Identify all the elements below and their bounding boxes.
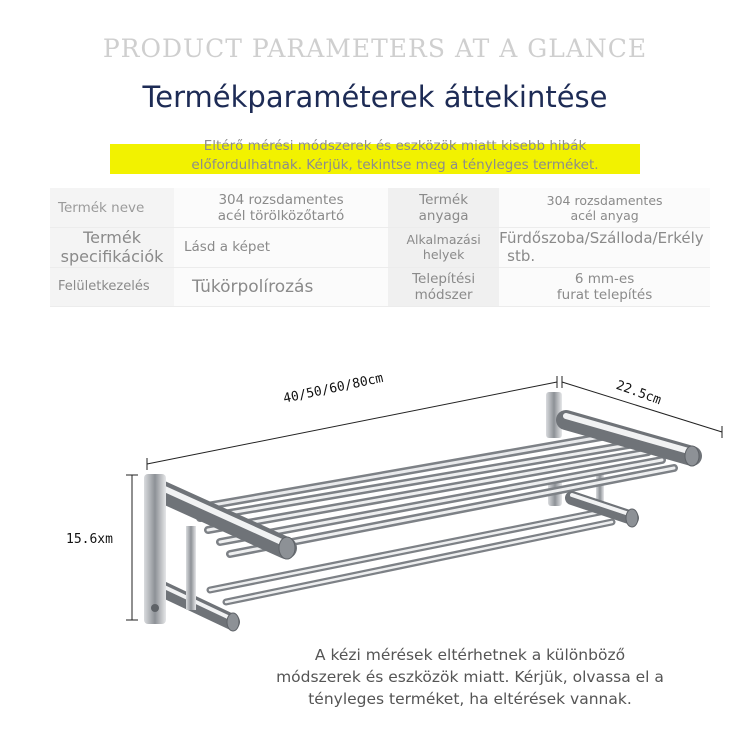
dimension-lines [126,376,722,620]
value-application [499,228,710,268]
notice-line-2: előfordulhatnak. Kérjük, tekintse meg a tényleges terméket. [191,157,599,173]
value-surface: Tükörpolírozás [192,276,314,297]
measurement-notice [150,137,640,175]
disclaimer-line-1: A kézi mérések eltérhetnek a különböző [314,646,626,664]
label-application [388,228,499,268]
measurement-disclaimer [225,644,715,710]
value-line: 304 rozsdamentes [218,191,344,208]
dimension-width-label: 40/50/60/80cm [282,370,385,407]
value-specification: Lásd a képet [184,239,271,256]
label-line: módszer [414,286,473,303]
table-row [50,267,710,307]
title-english: PRODUCT PARAMETERS AT A GLANCE [102,34,648,63]
dimension-depth-label: 22.5cm [613,378,664,409]
label-line: Termék [419,191,469,208]
label-line: specifikációk [60,247,164,267]
table-row [50,228,710,268]
title-hungarian: Termékparaméterek áttekintése [142,80,608,114]
value-installation [499,267,710,307]
notice-line-1: Eltérő mérési módszerek és eszközök miatt kisebb hibák [203,138,587,154]
label-line: Termék [83,228,141,248]
value-line: 6 mm-es [574,270,635,287]
value-product-name [174,188,388,228]
label-installation [388,267,499,307]
spec-table [50,188,710,307]
label-material [388,188,499,228]
value-line: acél anyag [570,207,639,223]
label-surface: Felületkezelés [50,267,174,307]
value-line: stb. [507,247,536,266]
label-line: helyek [422,247,465,263]
label-specification [50,228,174,268]
value-material [499,188,710,228]
table-row [50,188,710,228]
disclaimer-line-2: módszerek és eszközök miatt. Kérjük, olvassa el a [276,668,664,686]
label-line: Alkalmazási [406,232,481,248]
bottom-rails [210,512,612,602]
dimension-height-label: 15.6xm [66,532,113,547]
disclaimer-line-3: tényleges terméket, ha eltérések vannak. [308,690,632,708]
label-line: anyaga [418,207,469,224]
value-line: 304 rozsdamentes [546,192,663,208]
label-product-name: Termék neve [50,188,174,228]
value-line: acél törölközőtartó [217,207,345,224]
value-line: furat telepítés [556,286,653,303]
label-line: Telepítési [412,270,476,287]
value-line: Fürdőszoba/Szálloda/Erkély [499,229,704,248]
